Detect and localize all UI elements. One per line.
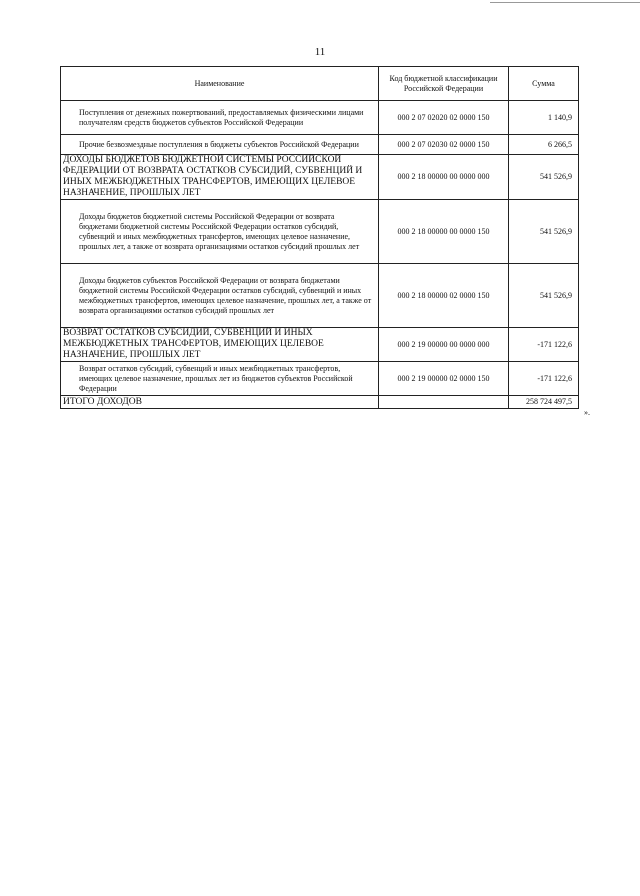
row-sum: 541 526,9 (509, 264, 579, 328)
table-header-row (61, 67, 579, 101)
row-name: Возврат остатков субсидий, субвенций и иных межбюджетных трансфертов, имеющих целевое назначение, прошлых лет из бюджетов субъектов Российской Федерации (61, 362, 379, 396)
header-sum: Сумма (509, 67, 579, 101)
total-sum: 258 724 497,5 (509, 396, 579, 409)
table-row (61, 135, 579, 155)
header-name: Наименование (61, 67, 379, 101)
row-sum: 541 526,9 (509, 200, 579, 264)
row-sum: -171 122,6 (509, 362, 579, 396)
table-row (61, 264, 579, 328)
table-row (61, 155, 579, 200)
row-sum: 541 526,9 (509, 155, 579, 200)
row-code: 000 2 19 00000 02 0000 150 (379, 362, 509, 396)
row-name: Доходы бюджетов субъектов Российской Федерации от возврата бюджетами бюджетной системы Российской Федерации остатков субсидий, субвенций и иных межбюджетных трансфертов, имеющих целевое назначение, прошлых лет, а также от возврата организациями остатков субсидий прошлых лет (61, 264, 379, 328)
row-name: ДОХОДЫ БЮДЖЕТОВ БЮДЖЕТНОЙ СИСТЕМЫ РОССИЙСКОЙ ФЕДЕРАЦИИ ОТ ВОЗВРАТА ОСТАТКОВ СУБСИДИЙ, СУБВЕНЦИЙ И ИНЫХ МЕЖБЮДЖЕТНЫХ ТРАНСФЕРТОВ, ИМЕЮЩИХ ЦЕЛЕВОЕ НАЗНАЧЕНИЕ, ПРОШЛЫХ ЛЕТ (61, 155, 379, 200)
total-label: ИТОГО ДОХОДОВ (61, 396, 379, 409)
closing-quote-mark: ». (584, 408, 590, 417)
row-name: Прочие безвозмездные поступления в бюджеты субъектов Российской Федерации (61, 135, 379, 155)
row-name: Доходы бюджетов бюджетной системы Российской Федерации от возврата бюджетами бюджетной системы Российской Федерации остатков субсидий, субвенций и иных межбюджетных трансфертов, имеющих целевое назначение, прошлых лет, а также от возврата организациями остатков субсидий прошлых лет (61, 200, 379, 264)
row-code: 000 2 07 02020 02 0000 150 (379, 101, 509, 135)
row-name: Поступления от денежных пожертвований, предоставляемых физическими лицами получателям средств бюджетов субъектов Российской Федерации (61, 101, 379, 135)
table-row (61, 328, 579, 362)
header-code: Код бюджетной классификации Российской Федерации (379, 67, 509, 101)
row-sum: 1 140,9 (509, 101, 579, 135)
row-sum: -171 122,6 (509, 328, 579, 362)
row-code: 000 2 07 02030 02 0000 150 (379, 135, 509, 155)
total-code (379, 396, 509, 409)
row-code: 000 2 18 00000 00 0000 150 (379, 200, 509, 264)
table-row (61, 362, 579, 396)
table-row (61, 101, 579, 135)
row-sum: 6 266,5 (509, 135, 579, 155)
row-name: ВОЗВРАТ ОСТАТКОВ СУБСИДИЙ, СУБВЕНЦИЙ И ИНЫХ МЕЖБЮДЖЕТНЫХ ТРАНСФЕРТОВ, ИМЕЮЩИХ ЦЕЛЕВОЕ НАЗНАЧЕНИЕ, ПРОШЛЫХ ЛЕТ (61, 328, 379, 362)
scan-edge-mark (490, 2, 640, 3)
revenue-table (60, 66, 579, 409)
table-total-row (61, 396, 579, 409)
table-row (61, 200, 579, 264)
row-code: 000 2 18 00000 02 0000 150 (379, 264, 509, 328)
row-code: 000 2 19 00000 00 0000 000 (379, 328, 509, 362)
row-code: 000 2 18 00000 00 0000 000 (379, 155, 509, 200)
page-number: 11 (314, 46, 326, 58)
